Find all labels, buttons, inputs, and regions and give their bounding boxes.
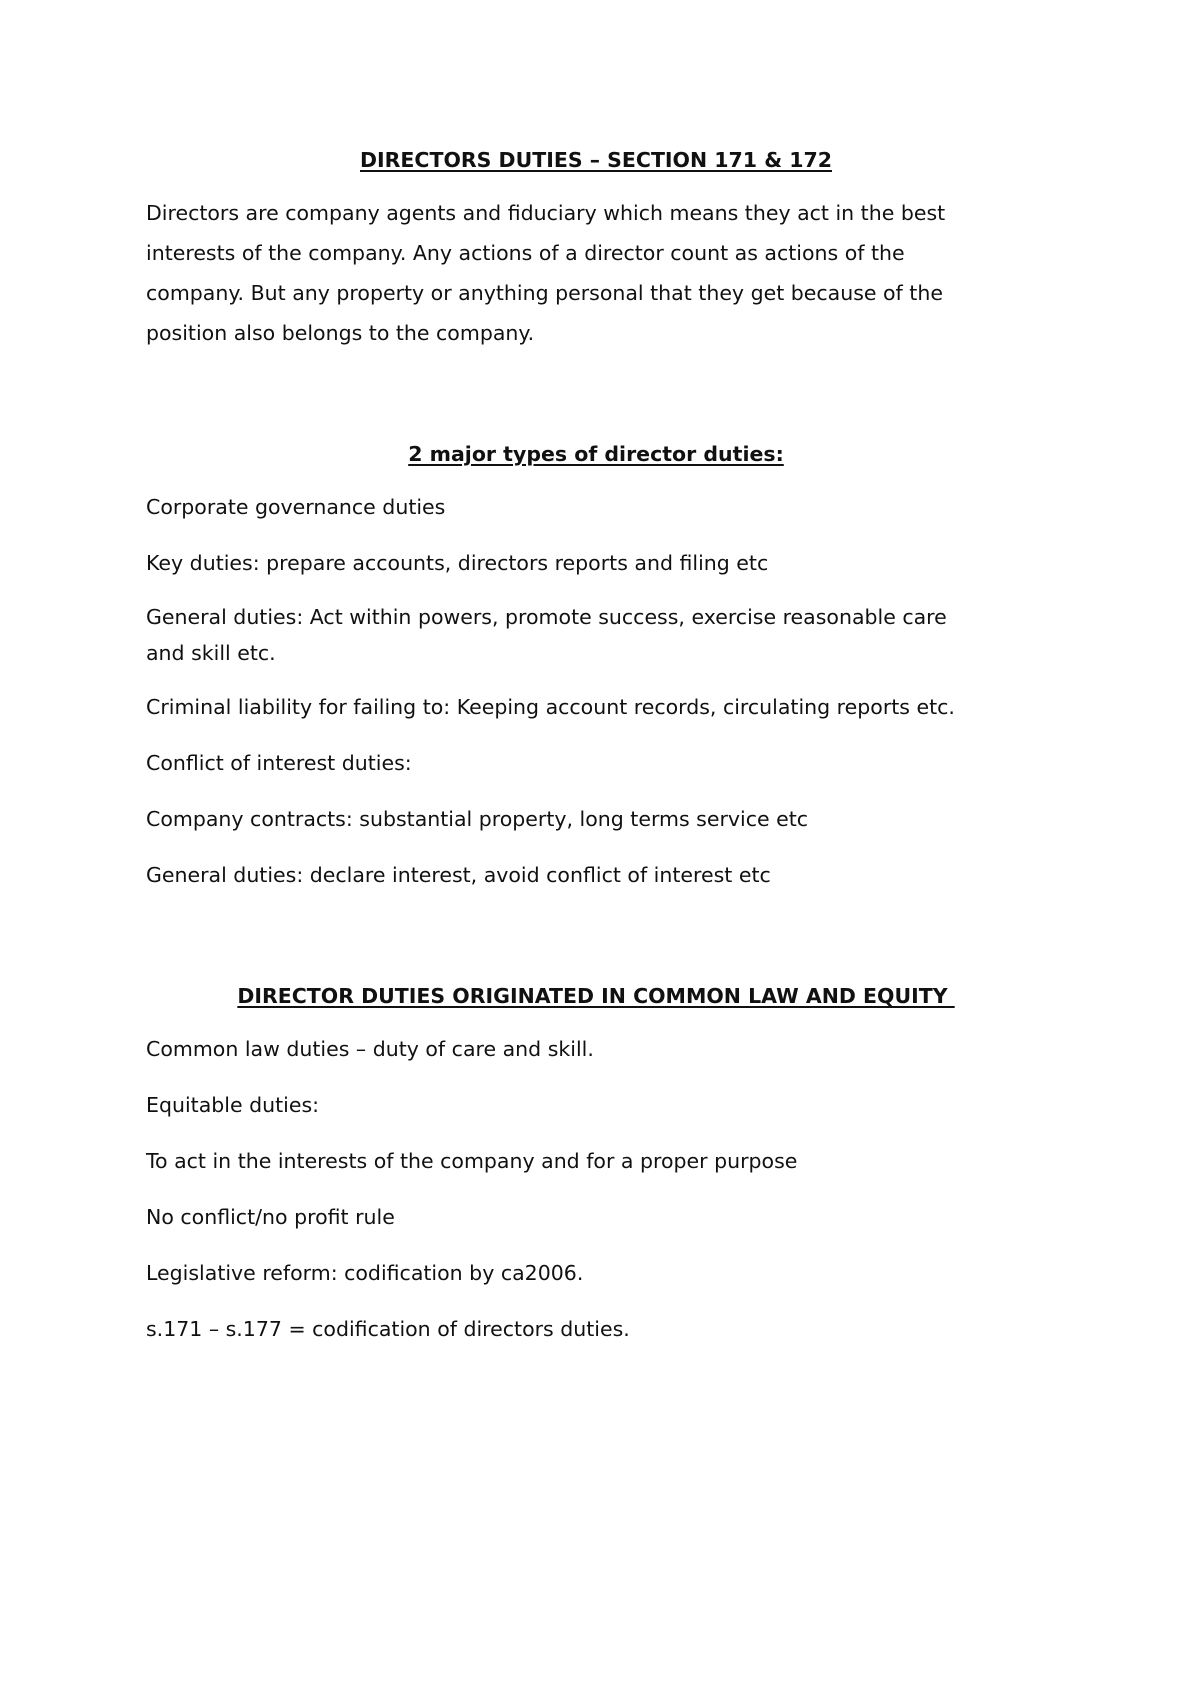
section-heading-common-law-equity: DIRECTOR DUTIES ORIGINATED IN COMMON LAW AND EQUITY — [237, 984, 955, 1008]
list-item: Criminal liability for failing to: Keeping account records, circulating reports etc. — [146, 695, 955, 719]
intro-paragraph — [146, 193, 1046, 353]
list-item-line: and skill etc. — [146, 641, 276, 665]
list-item: s.171 – s.177 = codification of directors duties. — [146, 1317, 630, 1341]
origins-list — [146, 1029, 1046, 1349]
section-heading-directors-duties: DIRECTORS DUTIES – SECTION 171 & 172 — [359, 148, 833, 172]
list-item: Conflict of interest duties: — [146, 751, 412, 775]
list-item: Legislative reform: codification by ca2006. — [146, 1261, 584, 1285]
list-item: Equitable duties: — [146, 1093, 320, 1117]
list-item: Common law duties – duty of care and skill. — [146, 1037, 594, 1061]
section-heading-major-types: 2 major types of director duties: — [408, 442, 784, 466]
list-item: Corporate governance duties — [146, 495, 446, 519]
list-item: Key duties: prepare accounts, directors reports and filing etc — [146, 551, 769, 575]
list-item: Company contracts: substantial property, long terms service etc — [146, 807, 809, 831]
document-body — [146, 145, 1046, 1349]
major-types-list — [146, 487, 1046, 895]
intro-line: Directors are company agents and fiduciary which means they act in the best — [146, 201, 946, 225]
list-item: General duties: declare interest, avoid conflict of interest etc — [146, 863, 771, 887]
list-item-line: General duties: Act within powers, promote success, exercise reasonable care — [146, 605, 947, 629]
list-item: To act in the interests of the company and for a proper purpose — [146, 1149, 798, 1173]
intro-line: position also belongs to the company. — [146, 321, 535, 345]
list-item — [146, 599, 1046, 671]
intro-line: interests of the company. Any actions of a director count as actions of the — [146, 241, 905, 265]
intro-line: company. But any property or anything personal that they get because of the — [146, 281, 943, 305]
list-item: No conflict/no profit rule — [146, 1205, 395, 1229]
